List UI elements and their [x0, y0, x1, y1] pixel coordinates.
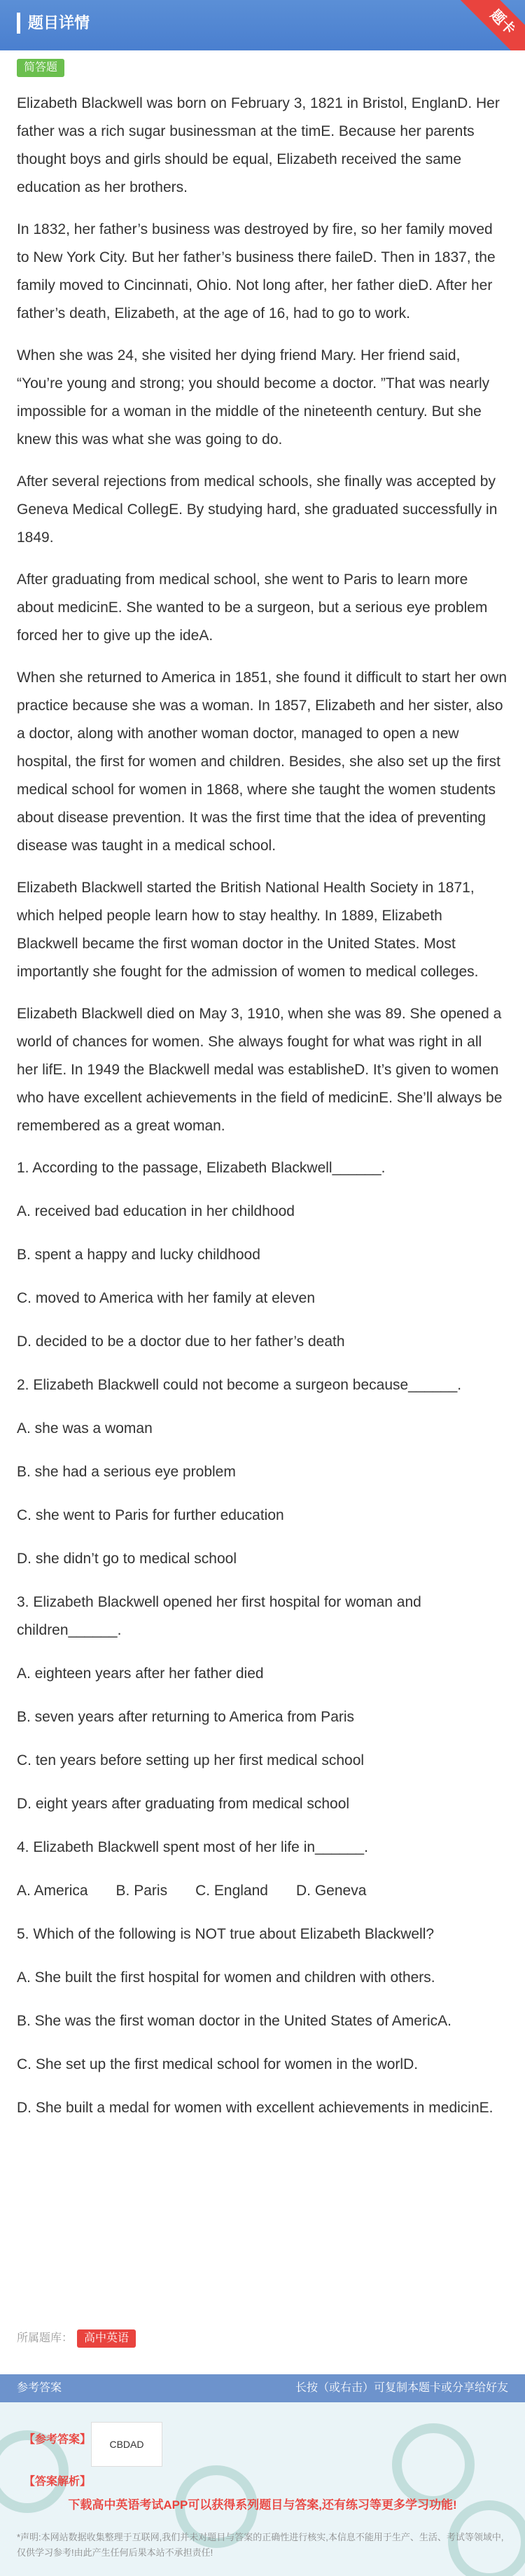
- answer-option: B. seven years after returning to America from Paris: [17, 1709, 355, 1725]
- question-type-badge: 简答题: [17, 59, 64, 77]
- passage-paragraph: Elizabeth Blackwell started the British National Health Society in 1871, which helped people learn how to stay healthy. In 1889, Elizabeth Blackwell became the first woman doctor in the United States. Most importantly she fought for the admission of women to medical colleges.: [17, 880, 479, 980]
- question-stem: 3. Elizabeth Blackwell opened her first hospital for woman and children______.: [17, 1594, 421, 1638]
- answer-option: A. She built the first hospital for women and children with others.: [17, 1969, 435, 1986]
- answer-option: C. England: [195, 1883, 268, 1899]
- answer-option: D. she didn’t go to medical school: [17, 1551, 237, 1567]
- answer-option: A. received bad education in her childhood: [17, 1203, 295, 1219]
- header-accent-bar: [17, 13, 20, 34]
- passage-paragraph: When she returned to America in 1851, she found it difficult to start her own practice because she was a woman. In 1857, Elizabeth and her sister, also a doctor, along with another woman doctor, managed to open a new hospital, the first for women and children. Besides, she also set up the first medical school for women in 1868, where she taught the women students about disease prevention. It was the first time that the idea of preventing disease was taught in a medical school.: [17, 670, 507, 854]
- reference-answer-image: CBDAD: [91, 2422, 162, 2467]
- answer-option-row: [17, 1877, 507, 1905]
- answer-option: B. she had a serious eye problem: [17, 1464, 236, 1480]
- question-bank-source: [17, 2329, 136, 2348]
- analysis-label: 【答案解析】: [24, 2476, 92, 2488]
- answer-option: C. She set up the first medical school for women in the worlD.: [17, 2056, 419, 2072]
- answer-header-bar: [0, 2374, 525, 2402]
- reference-answer-label: 【参考答案】: [24, 2434, 92, 2446]
- download-app-promo[interactable]: 下载高中英语考试APP可以获得系列题目与答案,还有练习等更多学习功能!: [68, 2498, 457, 2512]
- passage-paragraph: Elizabeth Blackwell was born on February 3, 1821 in Bristol, EnglanD. Her father was a rich sugar businessman at the timE. Because her parents thought boys and girls should be equal, Elizabeth received the same education as her brothers.: [17, 95, 500, 195]
- answer-option: C. ten years before setting up her first medical school: [17, 1752, 365, 1768]
- passage-paragraph: When she was 24, she visited her dying friend Mary. Her friend said, “You’re young and strong; you should become a doctor. ”That was nearly impossible for a woman in the middle of the nineteenth century. But she knew this was what she was going to do.: [17, 347, 490, 448]
- question-stem: 1. According to the passage, Elizabeth Blackwell______.: [17, 1160, 386, 1176]
- answer-option: A. America: [17, 1883, 88, 1899]
- question-card-corner-button[interactable]: 题卡: [458, 0, 525, 50]
- watermark-icon: [392, 2423, 475, 2506]
- answer-option: D. Geneva: [295, 1883, 367, 1899]
- answer-option: B. spent a happy and lucky childhood: [17, 1247, 260, 1263]
- answer-option: B. She was the first woman doctor in the United States of AmericA.: [17, 2013, 451, 2029]
- answer-option: B. Paris: [115, 1883, 168, 1899]
- question-content: [17, 90, 507, 2138]
- page-title: 题目详情: [28, 14, 90, 32]
- passage-paragraph: In 1832, her father’s business was destroyed by fire, so her family moved to New York City. But her father’s business there faileD. Then in 1837, the family moved to Cincinnati, Ohio. Not long after, her father dieD. After her father’s death, Elizabeth, at the age of 16, had to go to work.: [17, 221, 496, 321]
- passage-paragraph: After graduating from medical school, she went to Paris to learn more about medicinE. She wanted to be a surgeon, but a serious eye problem forced her to give up the ideA.: [17, 572, 488, 644]
- answer-option: C. she went to Paris for further education: [17, 1507, 284, 1523]
- page-header: [0, 0, 525, 50]
- answer-option: D. decided to be a doctor due to her father’s death: [17, 1334, 345, 1350]
- question-stem: 2. Elizabeth Blackwell could not become a surgeon because______.: [17, 1377, 462, 1393]
- question-stem: 4. Elizabeth Blackwell spent most of her life in______.: [17, 1839, 368, 1855]
- source-label: 所属题库：: [17, 2332, 74, 2344]
- answer-bar-hint: 长按（或右击）可复制本题卡或分享给好友: [295, 2382, 508, 2394]
- question-stem: 5. Which of the following is NOT true about Elizabeth Blackwell?: [17, 1926, 435, 1942]
- passage-paragraph: After several rejections from medical schools, she finally was accepted by Geneva Medical CollegE. By studying hard, she graduated successfully in 1849.: [17, 473, 498, 546]
- disclaimer-text: *声明:本网站数据收集整理于互联网,我们并未对题目与答案的正确性进行核实,本信息不能用于生产、生活、考试等领域中,仅供学习参考!由此产生任何后果本站不承担责任!: [17, 2532, 504, 2558]
- answer-option: A. eighteen years after her father died: [17, 1666, 264, 1682]
- source-link[interactable]: 高中英语: [77, 2329, 136, 2348]
- passage-paragraph: Elizabeth Blackwell died on May 3, 1910, when she was 89. She opened a world of chances for women. She always fought for what was right in all her lifE. In 1949 the Blackwell medal was establisheD. It’s given to women who have excellent achievements in the field of medicinE. She’ll always be remembered as a great woman.: [17, 1006, 503, 1134]
- answer-option: D. She built a medal for women with excellent achievements in medicinE.: [17, 2100, 493, 2116]
- answer-option: D. eight years after graduating from medical school: [17, 1796, 350, 1812]
- answer-bar-title: 参考答案: [17, 2382, 62, 2394]
- answer-option: A. she was a woman: [17, 1420, 153, 1436]
- answer-option: C. moved to America with her family at eleven: [17, 1290, 316, 1306]
